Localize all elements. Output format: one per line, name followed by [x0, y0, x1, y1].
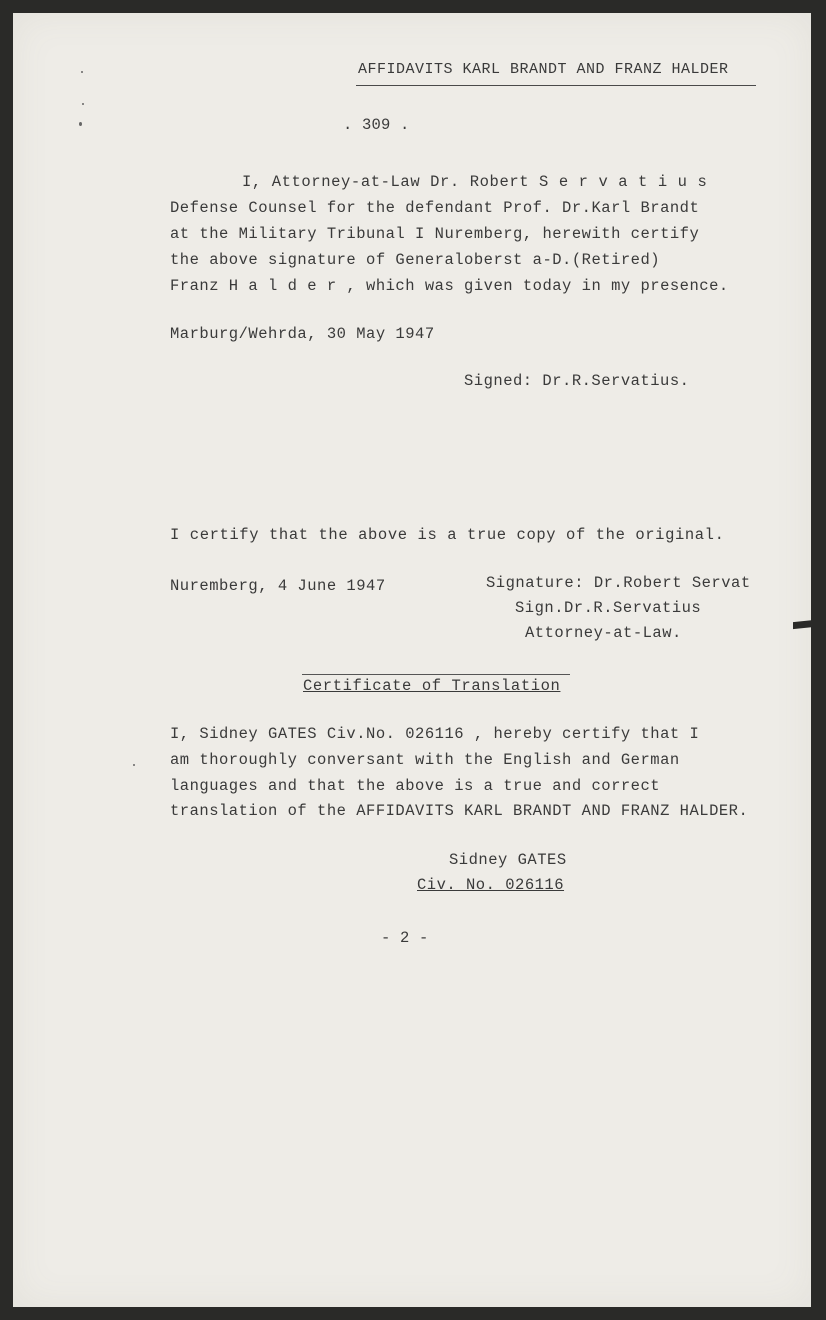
- translation-line: languages and that the above is a true and correct: [170, 777, 661, 795]
- document-header: AFFIDAVITS KARL BRANDT AND FRANZ HALDER: [358, 61, 729, 78]
- document-page: [13, 13, 811, 1307]
- translation-heading: Certificate of Translation: [303, 677, 561, 695]
- attestation-place-date: Marburg/Wehrda, 30 May 1947: [170, 325, 435, 343]
- page-number-bottom: - 2 -: [381, 929, 429, 947]
- header-rule: [356, 85, 756, 86]
- attestation-line: the above signature of Generaloberst a-D.(Retired): [170, 251, 661, 269]
- paper-speck: [81, 71, 83, 73]
- translator-civ-number: Civ. No. 026116: [417, 876, 565, 894]
- attestation-line: Franz H a l d e r , which was given today in my presence.: [170, 277, 729, 295]
- heading-overline: [302, 674, 570, 675]
- copy-certification-place-date: Nuremberg, 4 June 1947: [170, 577, 386, 595]
- copy-certification-signature: Signature: Dr.Robert Servat: [486, 574, 751, 592]
- attestation-line: at the Military Tribunal I Nuremberg, herewith certify: [170, 225, 700, 243]
- translator-name: Sidney GATES: [449, 851, 567, 869]
- paper-speck: [79, 122, 82, 126]
- attestation-signed: Signed: Dr.R.Servatius.: [464, 372, 690, 390]
- translation-line: am thoroughly conversant with the English and German: [170, 751, 680, 769]
- translation-line: I, Sidney GATES Civ.No. 026116 , hereby certify that I: [170, 725, 700, 743]
- translation-line: translation of the AFFIDAVITS KARL BRANDT AND FRANZ HALDER.: [170, 802, 749, 820]
- copy-certification-sign: Sign.Dr.R.Servatius: [515, 599, 702, 617]
- copy-certification-title: Attorney-at-Law.: [525, 624, 682, 642]
- paper-speck: [133, 764, 135, 766]
- attestation-line: I, Attorney-at-Law Dr. Robert S e r v a t i u s: [242, 173, 708, 191]
- paper-edge-tear: [793, 620, 815, 629]
- paper-speck: [82, 103, 84, 105]
- copy-certification-statement: I certify that the above is a true copy of the original.: [170, 526, 725, 544]
- attestation-line: Defense Counsel for the defendant Prof. Dr.Karl Brandt: [170, 199, 700, 217]
- page-number-top: . 309 .: [343, 116, 410, 134]
